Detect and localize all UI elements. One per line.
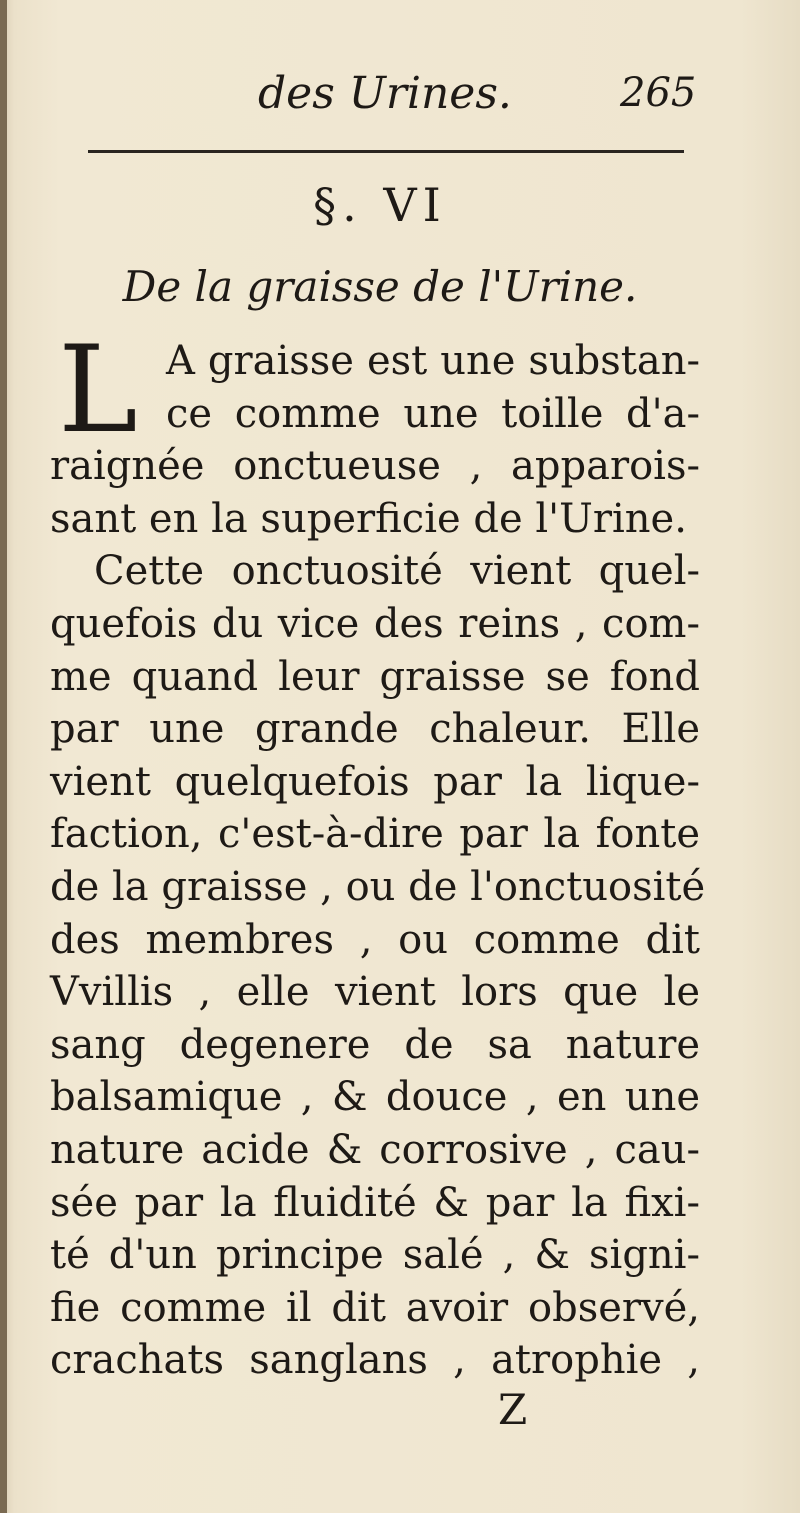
section-title: De la graisse de l'Urine. (122, 262, 638, 311)
text-line: des membres , ou comme dit (50, 916, 700, 963)
text-line: raignée onctueuse , apparois- (50, 443, 700, 490)
page-number: 265 (620, 70, 697, 116)
text-line: sée par la fluidité & par la fixi- (50, 1179, 700, 1226)
catchword: Z (498, 1385, 528, 1434)
body-text (50, 321, 706, 1387)
text-line: balsamique , & douce , en une (50, 1074, 700, 1121)
text-line: quefois du vice des reins , com- (50, 600, 700, 647)
text-line: de la graisse , ou de l'onctuosité (50, 863, 706, 910)
text-line: ce comme une toille d'a- (166, 390, 700, 437)
text-line: té d'un principe salé , & signi- (50, 1232, 700, 1279)
text-line: me quand leur graisse se fond (50, 653, 700, 700)
text-line: faction, c'est-à-dire par la fonte (50, 811, 700, 858)
running-head (0, 68, 800, 128)
header-rule (88, 150, 684, 153)
text-line: Cette onctuosité vient quel- (94, 548, 700, 595)
text-line: crachats sanglans , atrophie , (50, 1337, 700, 1384)
text-line: vient quelquefois par la lique- (50, 758, 700, 805)
text-line: Vvillis , elle vient lors que le (50, 969, 700, 1016)
section-number: §. VI (313, 178, 447, 232)
text-line: par une grande chaleur. Elle (50, 706, 700, 753)
text-line: fie comme il dit avoir observé, (50, 1284, 700, 1331)
text-line: A graisse est une substan- (166, 338, 700, 384)
running-head-title: des Urines. (258, 68, 512, 119)
text-line: sang degenere de sa nature (50, 1021, 700, 1068)
text-line: nature acide & corrosive , cau- (50, 1126, 700, 1173)
drop-capital: L (58, 321, 138, 460)
text-line: sant en la superficie de l'Urine. (50, 495, 687, 542)
